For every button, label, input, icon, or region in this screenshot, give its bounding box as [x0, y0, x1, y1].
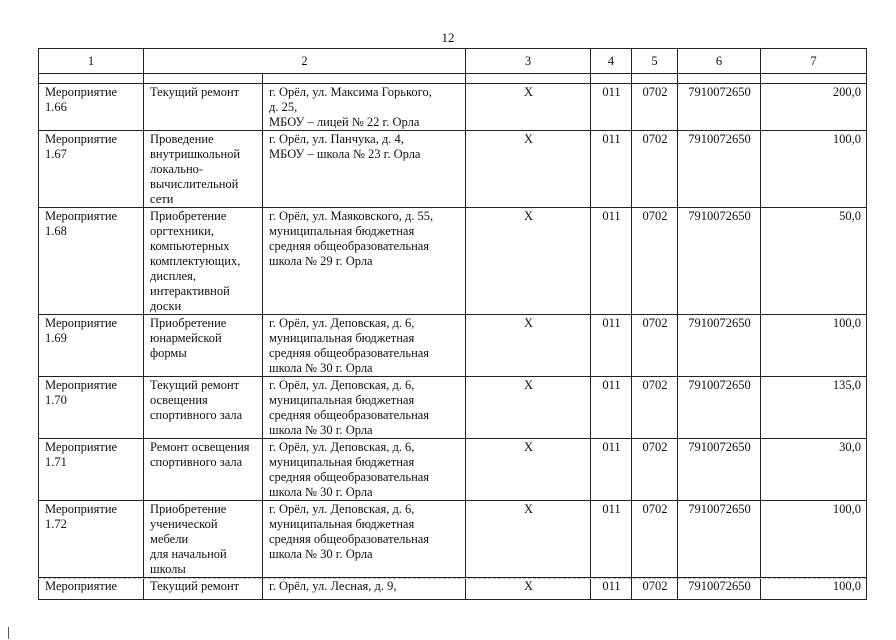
col3-mark: X [466, 377, 591, 439]
measure-name: Ремонт освещения спортивного зала [144, 439, 263, 501]
col6-code: 7910072650 [678, 315, 761, 377]
col4-code: 011 [591, 84, 632, 131]
spacer-cell [632, 74, 678, 84]
col5-code: 0702 [632, 377, 678, 439]
table-row [39, 315, 867, 377]
header-cell: 6 [678, 49, 761, 74]
measure-id: Мероприятие 1.71 [39, 439, 144, 501]
measure-address: г. Орёл, ул. Лесная, д. 9, [263, 578, 466, 600]
measure-name: Приобретение оргтехники, компьютерных комплектующих, дисплея, интерактивной доски [144, 208, 263, 315]
spacer-cell [591, 74, 632, 84]
col7-amount: 100,0 [761, 501, 867, 578]
header-cell: 7 [761, 49, 867, 74]
table-row [39, 84, 867, 131]
col7-amount: 100,0 [761, 315, 867, 377]
document-table-container [38, 48, 866, 593]
margin-mark [8, 627, 9, 639]
col3-mark: X [466, 208, 591, 315]
header-cell: 3 [466, 49, 591, 74]
measure-name: Приобретение юнармейской формы [144, 315, 263, 377]
scan-artifact-line [38, 574, 866, 579]
col4-code: 011 [591, 439, 632, 501]
header-cell: 1 [39, 49, 144, 74]
col3-mark: X [466, 501, 591, 578]
table-row [39, 131, 867, 208]
header-cell: 5 [632, 49, 678, 74]
col5-code: 0702 [632, 578, 678, 600]
table-header-row [39, 49, 867, 74]
measure-id: Мероприятие 1.70 [39, 377, 144, 439]
col3-mark: X [466, 84, 591, 131]
col3-mark: X [466, 439, 591, 501]
col3-mark: X [466, 578, 591, 600]
table-spacer-row [39, 74, 867, 84]
spacer-cell [678, 74, 761, 84]
col4-code: 011 [591, 377, 632, 439]
measure-name: Проведение внутришкольной локально- вычислительной сети [144, 131, 263, 208]
measure-id: Мероприятие 1.72 [39, 501, 144, 578]
measure-name: Текущий ремонт освещения спортивного зала [144, 377, 263, 439]
col6-code: 7910072650 [678, 84, 761, 131]
spacer-cell [263, 74, 466, 84]
col6-code: 7910072650 [678, 131, 761, 208]
table-row [39, 377, 867, 439]
table-row [39, 439, 867, 501]
col7-amount: 135,0 [761, 377, 867, 439]
measure-id: Мероприятие 1.66 [39, 84, 144, 131]
col5-code: 0702 [632, 131, 678, 208]
page-number: 12 [441, 30, 455, 45]
spacer-cell [761, 74, 867, 84]
col3-mark: X [466, 315, 591, 377]
col7-amount: 30,0 [761, 439, 867, 501]
col4-code: 011 [591, 501, 632, 578]
col4-code: 011 [591, 131, 632, 208]
col6-code: 7910072650 [678, 501, 761, 578]
table-row [39, 208, 867, 315]
spacer-cell [144, 74, 263, 84]
measure-address: г. Орёл, ул. Панчука, д. 4, МБОУ – школа № 23 г. Орла [263, 131, 466, 208]
spacer-cell [39, 74, 144, 84]
col4-code: 011 [591, 208, 632, 315]
measure-address: г. Орёл, ул. Деповская, д. 6, муниципальная бюджетная средняя общеобразовательная школа № 30 г. Орла [263, 377, 466, 439]
col3-mark: X [466, 131, 591, 208]
measure-address: г. Орёл, ул. Деповская, д. 6, муниципальная бюджетная средняя общеобразовательная школа № 30 г. Орла [263, 315, 466, 377]
table-row [39, 578, 867, 600]
measure-name: Текущий ремонт [144, 578, 263, 600]
header-cell: 4 [591, 49, 632, 74]
measure-address: г. Орёл, ул. Маяковского, д. 55, муниципальная бюджетная средняя общеобразовательная школа № 29 г. Орла [263, 208, 466, 315]
col5-code: 0702 [632, 439, 678, 501]
header-cell: 2 [144, 49, 466, 74]
col6-code: 7910072650 [678, 578, 761, 600]
col4-code: 011 [591, 578, 632, 600]
measure-name: Текущий ремонт [144, 84, 263, 131]
col4-code: 011 [591, 315, 632, 377]
col5-code: 0702 [632, 208, 678, 315]
col5-code: 0702 [632, 501, 678, 578]
document-table [38, 48, 867, 600]
col6-code: 7910072650 [678, 377, 761, 439]
col5-code: 0702 [632, 315, 678, 377]
measure-address: г. Орёл, ул. Деповская, д. 6, муниципальная бюджетная средняя общеобразовательная школа № 30 г. Орла [263, 439, 466, 501]
col6-code: 7910072650 [678, 439, 761, 501]
measure-name: Приобретение ученической мебели для начальной школы [144, 501, 263, 578]
col6-code: 7910072650 [678, 208, 761, 315]
measure-address: г. Орёл, ул. Максима Горького, д. 25, МБОУ – лицей № 22 г. Орла [263, 84, 466, 131]
measure-id: Мероприятие 1.68 [39, 208, 144, 315]
measure-address: г. Орёл, ул. Деповская, д. 6, муниципальная бюджетная средняя общеобразовательная школа № 30 г. Орла [263, 501, 466, 578]
col5-code: 0702 [632, 84, 678, 131]
spacer-cell [466, 74, 591, 84]
col7-amount: 100,0 [761, 131, 867, 208]
col7-amount: 200,0 [761, 84, 867, 131]
measure-id: Мероприятие 1.67 [39, 131, 144, 208]
col7-amount: 50,0 [761, 208, 867, 315]
measure-id: Мероприятие [39, 578, 144, 600]
table-row [39, 501, 867, 578]
measure-id: Мероприятие 1.69 [39, 315, 144, 377]
col7-amount: 100,0 [761, 578, 867, 600]
